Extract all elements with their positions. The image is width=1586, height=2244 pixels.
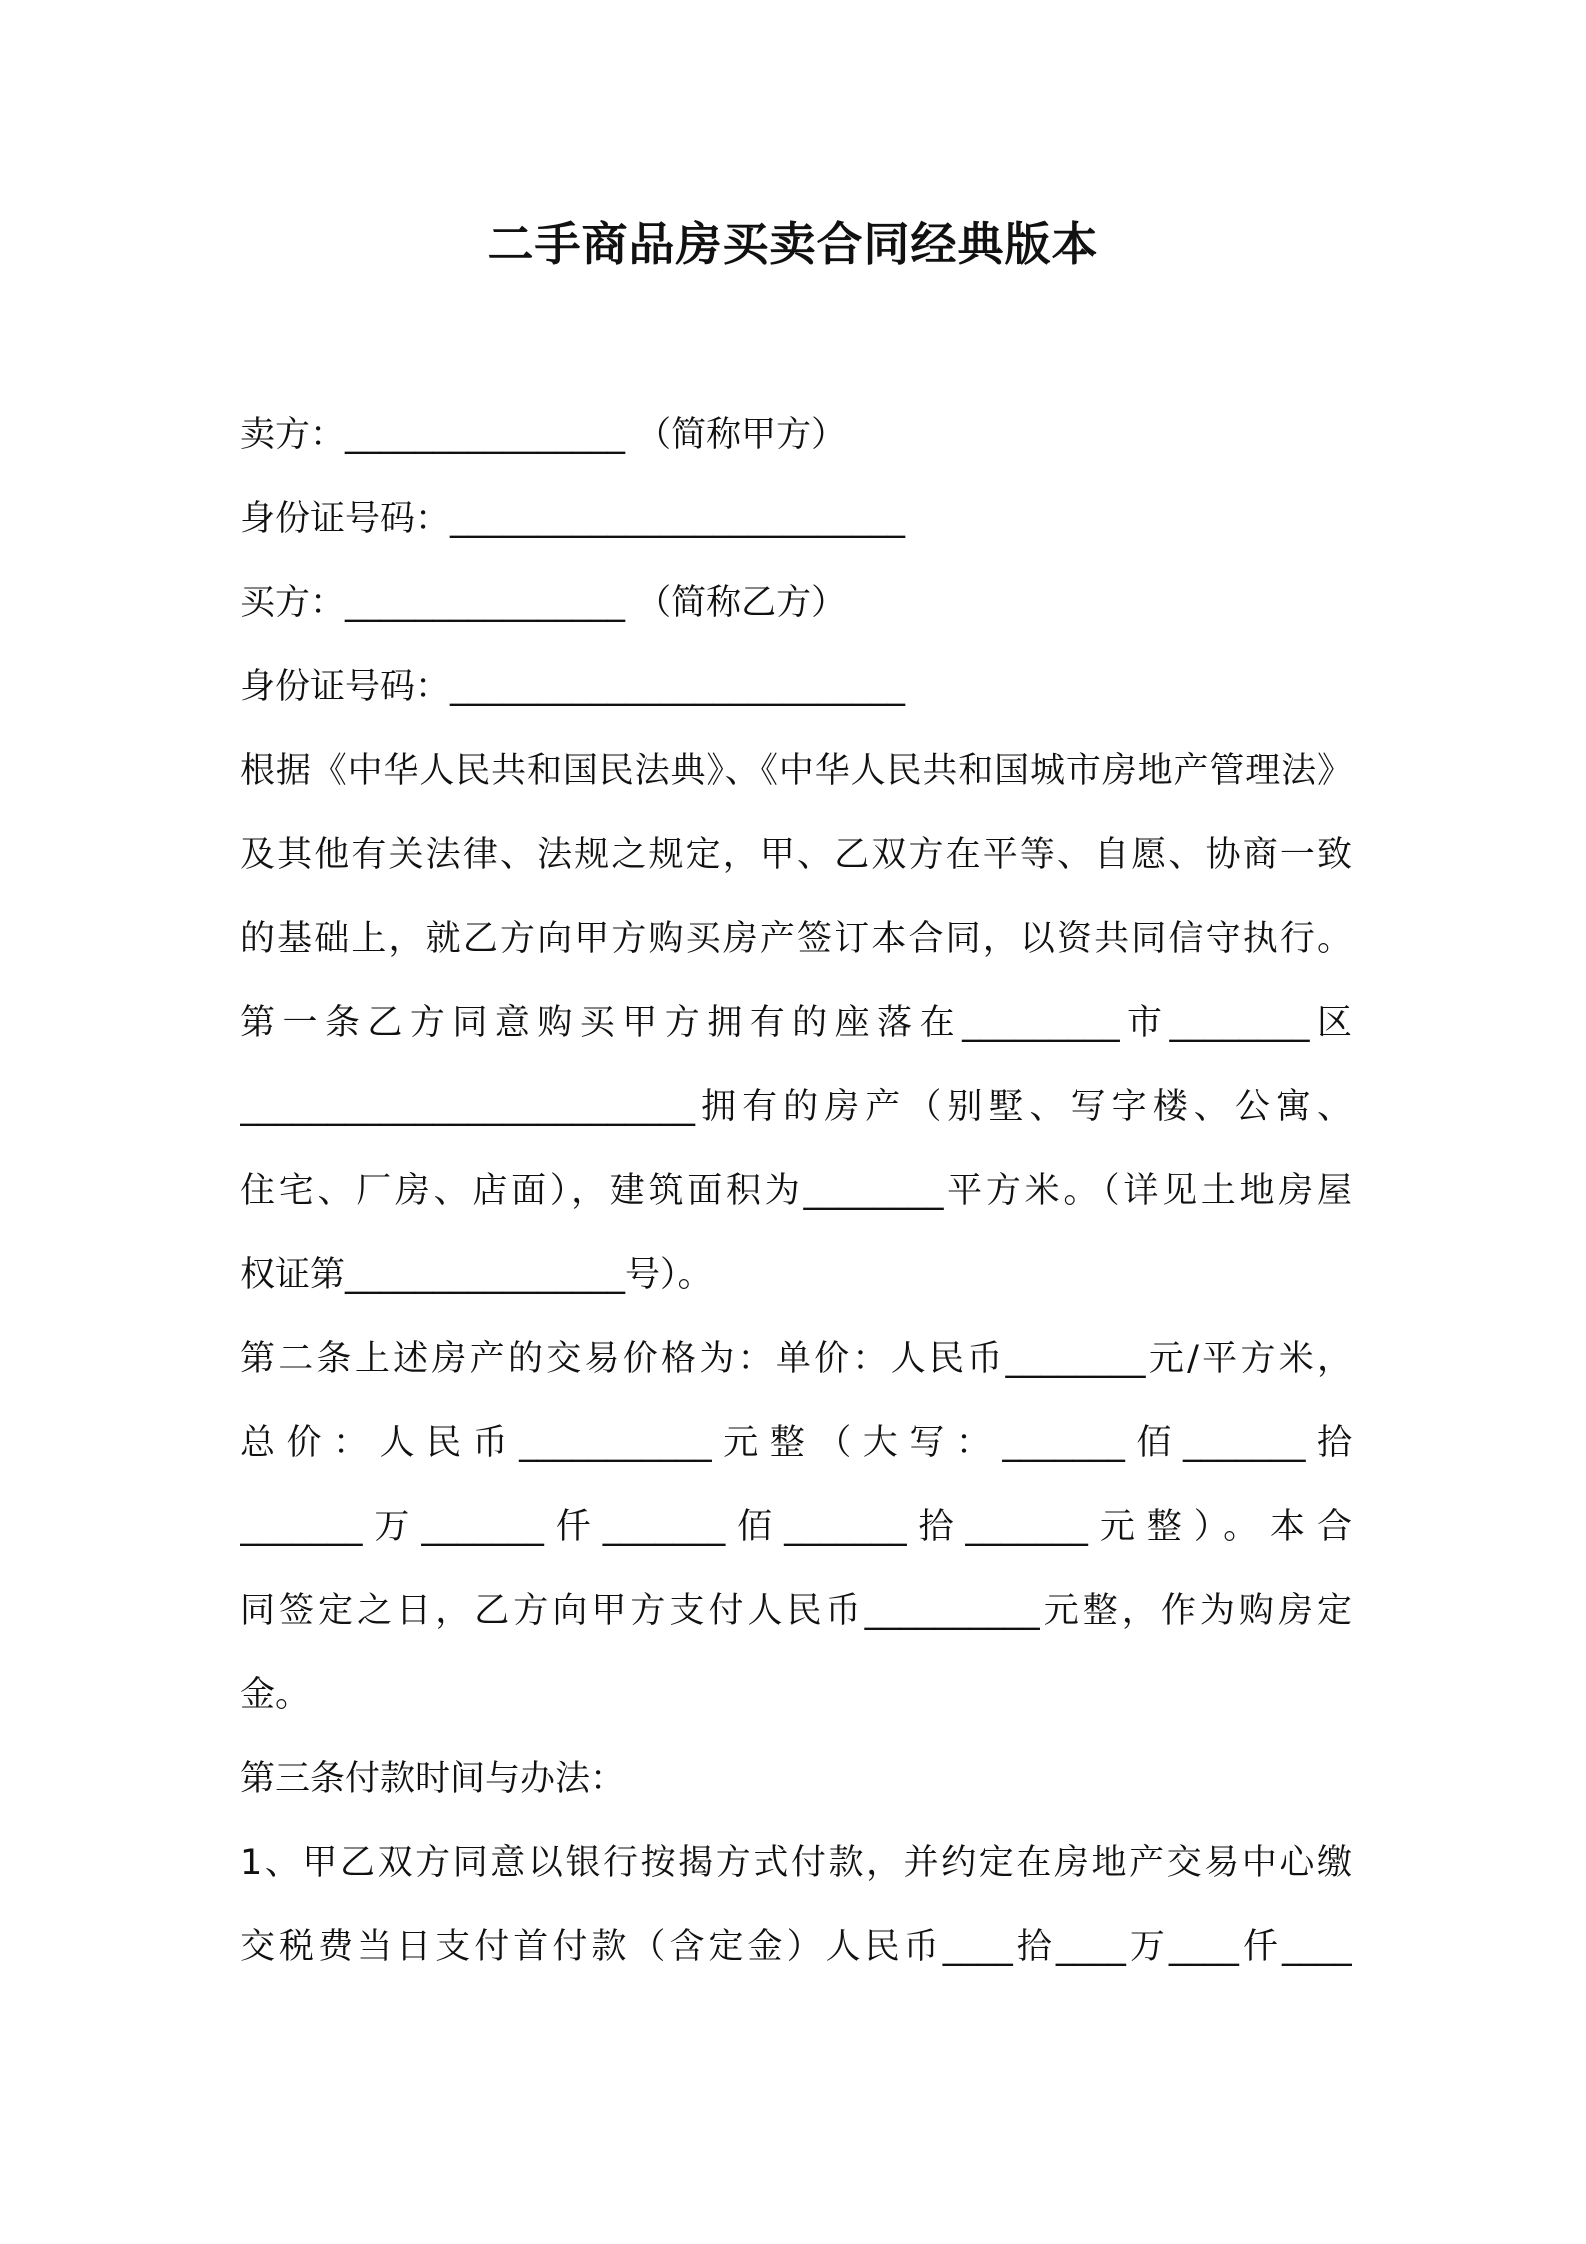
article-3-line-2: 交税费当日支付首付款（含定金）人民币____拾____万____仟____: [240, 1927, 1352, 1967]
article-1-line-3: 住宅、厂房、店面），建筑面积为________平方米。（详见土地房屋: [240, 1171, 1352, 1211]
seller-line: 卖方：________________ （简称甲方）: [240, 415, 847, 455]
legal-basis-line-2: 及其他有关法律、法规之规定，甲、乙双方在平等、自愿、协商一致: [240, 835, 1352, 875]
article-2-line-1: 第二条上述房产的交易价格为：单价：人民币________元/平方米，: [240, 1339, 1352, 1379]
seller-id-line: 身份证号码：__________________________: [240, 499, 906, 539]
article-1-line-4: 权证第________________号）。: [240, 1255, 713, 1295]
legal-basis-line-1: 根据《中华人民共和国民法典》、《中华人民共和国城市房地产管理法》: [240, 751, 1352, 791]
page-title: 二手商品房买卖合同经典版本: [487, 217, 1099, 271]
buyer-id-line: 身份证号码：__________________________: [240, 667, 906, 707]
article-2-line-4: 同签定之日，乙方向甲方支付人民币__________元整，作为购房定: [240, 1591, 1352, 1631]
buyer-line: 买方：________________ （简称乙方）: [240, 583, 847, 623]
article-2-line-5: 金。: [240, 1675, 311, 1715]
article-3-heading: 第三条付款时间与办法：: [240, 1759, 626, 1799]
article-1-line-2: __________________________拥有的房产（别墅、写字楼、公寓、: [240, 1087, 1352, 1127]
article-2-line-3: _______万_______仟_______佰_______拾_______元整）。本合: [240, 1507, 1352, 1547]
article-1-line-1: 第一条乙方同意购买甲方拥有的座落在_________市________区: [240, 1003, 1352, 1043]
article-3-line-1: 1、甲乙双方同意以银行按揭方式付款，并约定在房地产交易中心缴: [240, 1843, 1352, 1883]
article-2-line-2: 总价：人民币___________元整（大写：_______佰_______拾: [240, 1423, 1352, 1463]
legal-basis-line-3: 的基础上，就乙方向甲方购买房产签订本合同，以资共同信守执行。: [240, 919, 1352, 959]
